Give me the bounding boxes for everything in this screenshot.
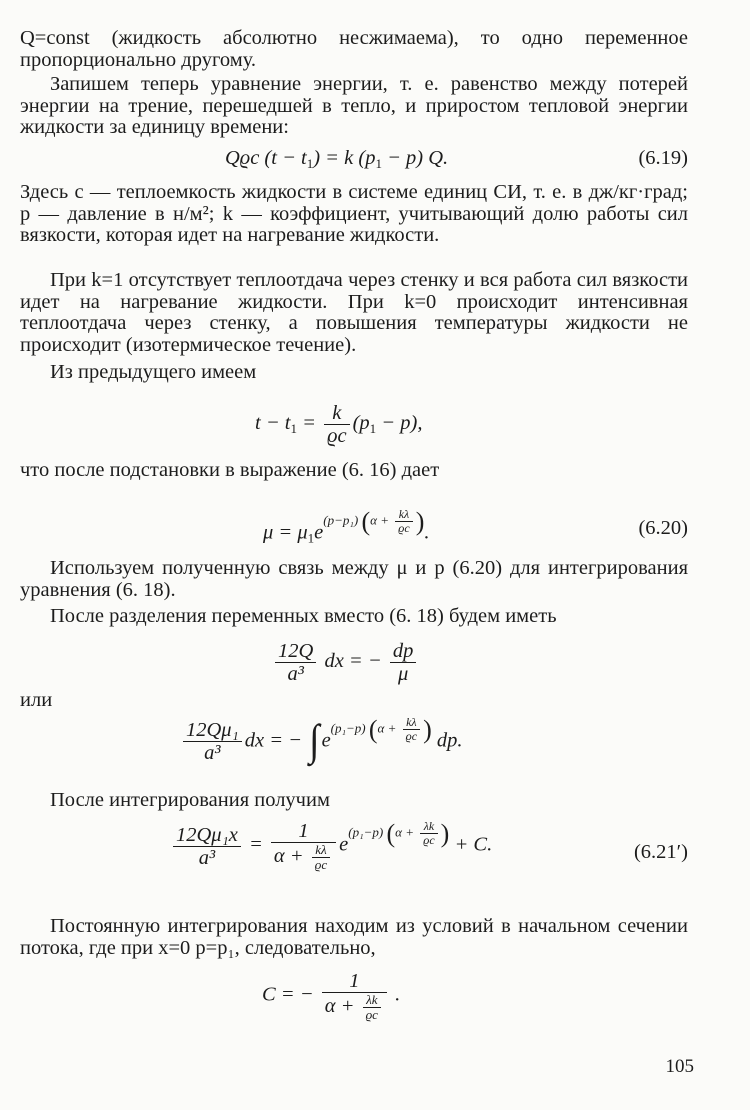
paragraph-4: Из предыдущего имеем <box>50 361 257 383</box>
paragraph-9: После интегрирования получим <box>50 789 330 811</box>
paragraph-6: Используем полученную связь между μ и p (6.20) для интегрирования уравнения (6. 18). <box>20 557 688 601</box>
paragraph-1: Запишем теперь уравнение энергии, т. е. равенство между потерей энергии на трение, перешедшей в тепло, и приростом тепловой энергии жидкости за единицу времени: <box>20 73 688 138</box>
equation-number: (6.21′) <box>633 841 688 863</box>
paragraph-7: После разделения переменных вместо (6. 18) будем иметь <box>50 605 557 627</box>
paragraph-0: Q=const (жидкость абсолютно несжимаема), то одно переменное пропорционально другому. <box>20 27 688 71</box>
equation-number: (6.19) <box>638 147 688 169</box>
book-page: Q=const (жидкость абсолютно несжимаема), то одно переменное пропорционально другому. Запишем теперь уравнение энергии, т. е. равенство между потерей энергии на трение, перешедшей в тепло, и приростом тепловой энергии жидкости за единицу времени: Qϱc $(t - t_1) = k$ $(p_1 - p)$ Q. (6.19) Здесь c — теплоемкость жидкости в системе единиц СИ, т. е. в дж/кг·град; p — давление в н/м²; k — коэффициент, учитывающий долю работы сил вязкости, которая идет на нагревание жидкости. При k=1 отсутствует теплоотдача через стенку и вся работа сил вязкости идет на нагревание жидкости. При k=0 происходит интенсивная теплоотдача через стенку, а повышения температуры жидкости не происходит (изотермическое течение). Из предыдущего имеем $t - t_1$ = $\frac{k}{ϱc}$ $(p_1 - p)$, что после подстановки в выражение (6. 16) дает $\mu = \mu_1e(p-p_1) (\alpha$ + $\frac{k\lambda}{ϱc}$ ). (6.20) Используем полученную связь между μ и p (6.20) для интегрирования уравнения (6. 18). После разделения переменных вместо (6. 18) будем иметь $\frac{12Q}{\text{a³}}$ dx = − $\frac{dp}{\mu}$ или $\frac{\text{12Qμ₁}}{\text{a³}}$ dx = − ∫e(p₁−p) (α + $\frac{k\lambda}{ϱc}$ ) dp. После интегрирования получим $\frac{\text{12Qμ₁x}}{\text{a³}}$ = 1 α + $\frac{k\lambda}{ϱc}$ e(p₁−p) (α + $\frac{\lambda k}{ϱc}$ ) + C. (6.21′) Постоянную интегрирования находим из условий в начальном сечении потока, где при x=0 p=p₁, следовательно, C = − 1 α + $\frac{\lambda k}{ϱc}$ . 105 <box>20 27 694 1077</box>
paragraph-2: Здесь c — теплоемкость жидкости в системе единиц СИ, т. е. в дж/кг·град; p — давление в н/м²; k — коэффициент, учитывающий долю работы сил вязкости, которая идет на нагревание жидкости. <box>20 181 688 246</box>
paragraph-10: Постоянную интегрирования находим из условий в начальном сечении потока, где при x=0 p=p₁, следовательно, <box>20 915 688 959</box>
equation-number: (6.20) <box>638 517 688 539</box>
paragraph-3: При k=1 отсутствует теплоотдача через стенку и вся работа сил вязкости идет на нагревание жидкости. При k=0 происходит интенсивная теплоотдача через стенку, а повышения температуры жидкости не происходит (изотермическое течение). <box>20 269 688 356</box>
paragraph-8: или <box>20 689 53 711</box>
paragraph-5: что после подстановки в выражение (6. 16) дает <box>20 459 440 481</box>
page-number: 105 <box>665 1056 694 1077</box>
